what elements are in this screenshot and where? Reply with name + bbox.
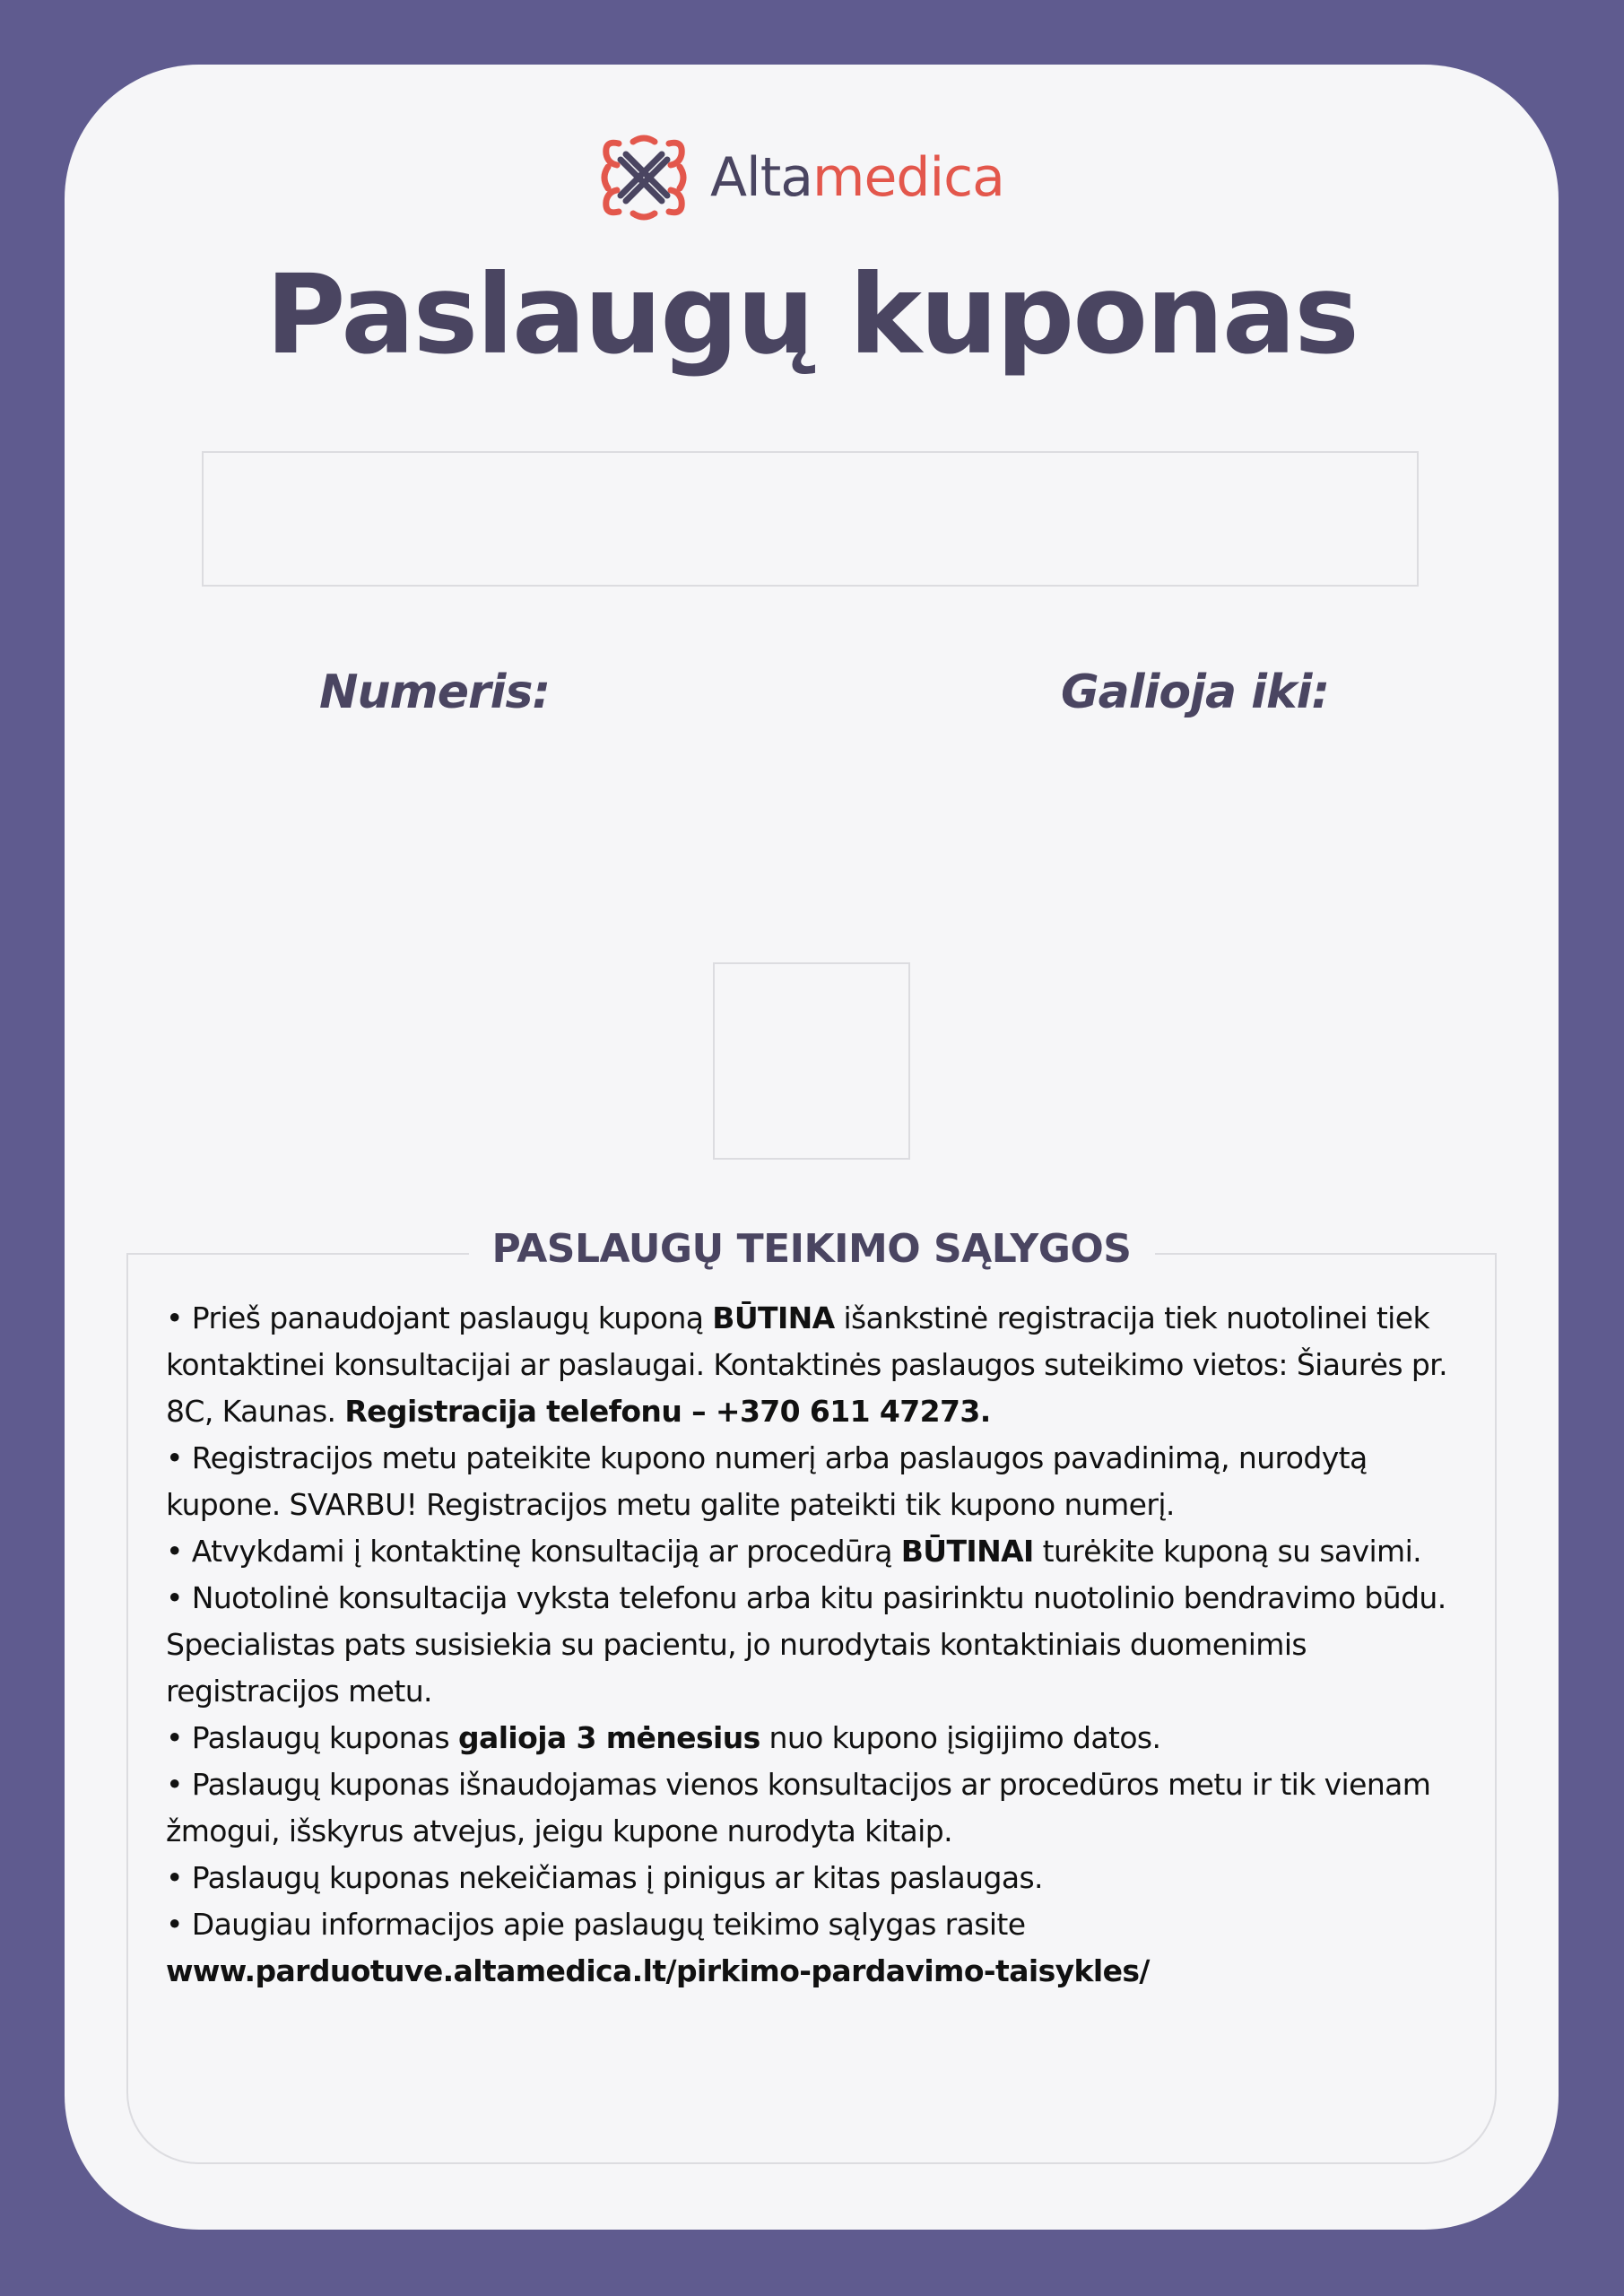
terms-item: • Atvykdami į kontaktinę konsultaciją ar procedūrą BŪTINAI turėkite kuponą su savimi. (166, 1534, 1422, 1569)
page-title: Paslaugų kuponas (265, 251, 1358, 378)
terms-item: • Nuotolinė konsultacija vyksta telefonu arba kitu pasirinktu nuotolinio bendravimo būdu. Specialistas pats susisiekia su pacientu, jo nurodytais kontaktiniais duomenimis registracijos metu. (166, 1580, 1446, 1709)
brand-name-part1: Alta (710, 146, 813, 209)
terms-item: • Daugiau informacijos apie paslaugų teikimo sąlygas rasite (166, 1907, 1026, 1942)
terms-item: • Prieš panaudojant paslaugų kuponą BŪTINA išankstinė registracija tiek nuotolinei tiek kontaktinei konsultacijai ar paslaugai. Kontaktinės paslaugos suteikimo vietos: Šiaurės pr. 8C, Kaunas. Registracija telefonu – +370 611 47273. (166, 1300, 1447, 1429)
brand-logo (599, 133, 1004, 222)
valid-until-label: Galioja iki: (1061, 665, 1330, 719)
brand-name (710, 146, 1004, 209)
service-name-box (202, 451, 1419, 587)
terms-link[interactable]: www.parduotuve.altamedica.lt/pirkimo-pardavimo-taisykles/ (166, 1953, 1150, 1988)
qr-code-box (713, 962, 910, 1160)
terms-item: • Registracijos metu pateikite kupono numerį arba paslaugos pavadinimą, nurodytą kupone. SVARBU! Registracijos metu galite pateikti tik kupono numerį. (166, 1440, 1368, 1522)
brand-name-part2: medica (812, 146, 1004, 209)
terms-item: • Paslaugų kuponas nekeičiamas į pinigus ar kitas paslaugas. (166, 1860, 1043, 1895)
logo-mark-icon (599, 133, 689, 222)
number-label: Numeris: (319, 665, 551, 719)
terms-item: • Paslaugų kuponas galioja 3 mėnesius nuo kupono įsigijimo datos. (166, 1720, 1161, 1755)
terms-item: • Paslaugų kuponas išnaudojamas vienos konsultacijos ar procedūros metu ir tik vienam žmogui, išskyrus atvejus, jeigu kupone nurodyta kitaip. (166, 1767, 1431, 1848)
terms-heading: PASLAUGŲ TEIKIMO SĄLYGOS (469, 1223, 1155, 1274)
terms-body (166, 1295, 1457, 1995)
coupon-card (65, 65, 1559, 2230)
